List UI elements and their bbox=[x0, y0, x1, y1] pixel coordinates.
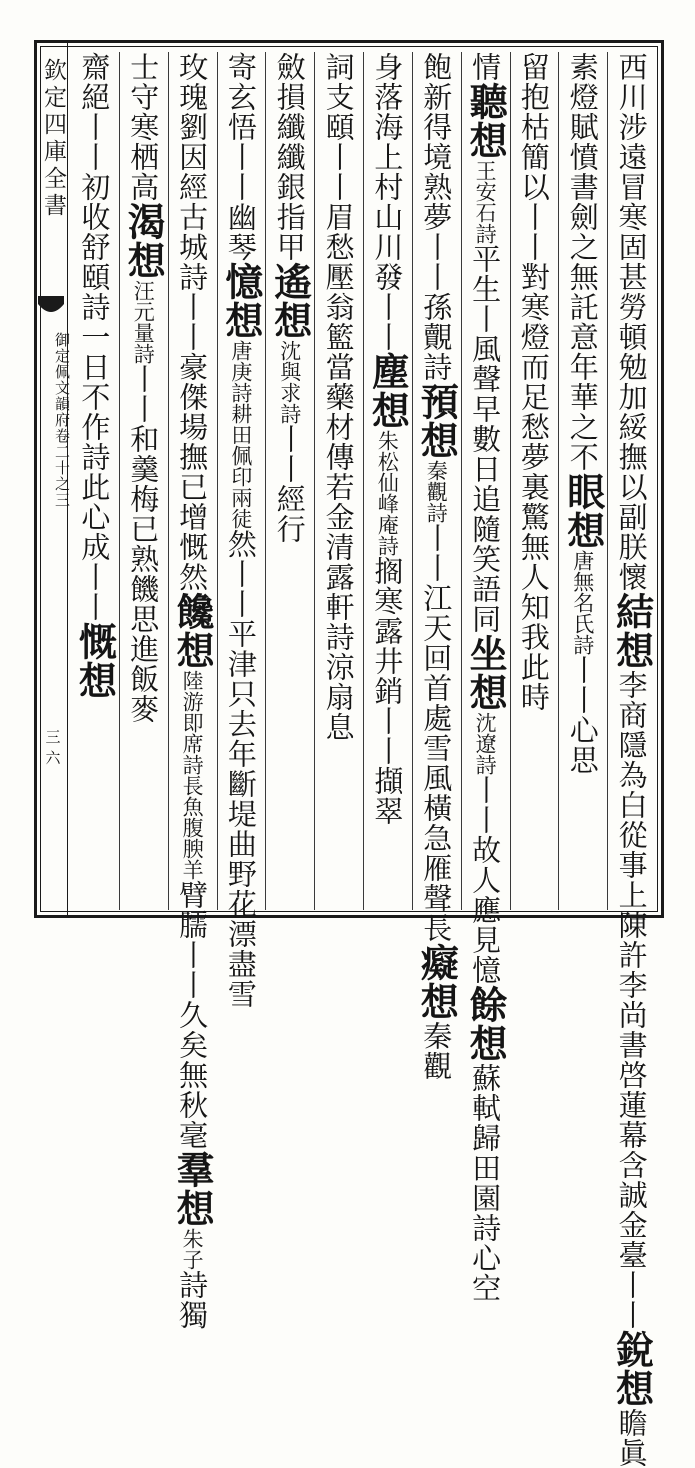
entry-heading: 癡想 bbox=[414, 943, 460, 1021]
body-text: 夢裏驚無人知我此時 bbox=[516, 442, 551, 712]
body-text: 丨丨 bbox=[77, 562, 112, 622]
column-divider bbox=[558, 52, 559, 910]
body-text: 丨丨 bbox=[321, 142, 356, 202]
body-text: 經行 bbox=[272, 484, 307, 544]
body-text: 玫瑰劉因經 bbox=[175, 52, 210, 202]
entry-heading: 聽想 bbox=[463, 82, 509, 160]
body-text: 孫覿詩 bbox=[419, 292, 454, 382]
body-text: 頓勉加綏撫以副朕懷 bbox=[614, 322, 649, 592]
entry-heading: 渴想 bbox=[121, 202, 167, 280]
body-text: 情 bbox=[468, 52, 503, 82]
body-text: 翁籃當藥材傳若金清露軒詩涼扇息 bbox=[321, 292, 356, 742]
body-text: 西川涉遠冒寒固甚勞 bbox=[614, 52, 649, 322]
body-text: 斷堤曲野花漂盡雪 bbox=[223, 769, 258, 1009]
body-text: 園詩心空 bbox=[468, 1183, 503, 1303]
body-text: 丨丨 bbox=[419, 232, 454, 292]
body-text: 詩獨 bbox=[175, 1270, 210, 1330]
text-columns bbox=[70, 52, 656, 1468]
body-text: 詞支頤 bbox=[321, 52, 356, 142]
body-text: 搁寒露井銷 bbox=[370, 556, 405, 706]
body-text: 臂臑 bbox=[175, 880, 210, 940]
source-note: 汪元量詩 bbox=[131, 280, 156, 364]
body-text: 丨丨 bbox=[370, 706, 405, 766]
body-text: 斂損纖纖銀指甲 bbox=[272, 52, 307, 262]
entry-heading: 塵想 bbox=[365, 352, 411, 430]
source-note: 陸游即席詩長魚腹腴羊 bbox=[180, 670, 205, 880]
body-text: 丨丨 bbox=[223, 142, 258, 202]
body-text: 丨丨 bbox=[614, 1270, 649, 1330]
column-divider bbox=[461, 52, 462, 910]
column-divider bbox=[314, 52, 315, 910]
book-title: 欽定四庫全書 bbox=[40, 58, 66, 220]
column-divider bbox=[607, 52, 608, 910]
text-column bbox=[72, 52, 116, 910]
source-note: 秦觀詩 bbox=[424, 460, 449, 523]
entry-heading: 憶想 bbox=[218, 262, 264, 340]
body-text: 瞻 bbox=[614, 1408, 649, 1438]
entry-heading: 眼想 bbox=[560, 472, 606, 550]
body-text: 李商隱為白從事上陳許李 bbox=[614, 670, 649, 1000]
body-text: 丨丨 bbox=[516, 202, 551, 262]
body-text: 丨丨 bbox=[565, 655, 600, 715]
body-text: 丨丨 bbox=[223, 559, 258, 619]
entry-heading: 預想 bbox=[414, 382, 460, 460]
text-column bbox=[512, 52, 556, 910]
body-text: 平津只去年 bbox=[223, 619, 258, 769]
text-column bbox=[561, 52, 605, 910]
body-text: 寄玄悟 bbox=[223, 52, 258, 142]
body-text: 江天回首 bbox=[419, 583, 454, 703]
source-note: 唐庚詩耕田佩印兩徒 bbox=[228, 340, 253, 529]
text-column bbox=[170, 52, 216, 1330]
body-text: 幽琴 bbox=[223, 202, 258, 262]
body-text: 飽新得境熟夢 bbox=[419, 52, 454, 232]
body-text: 聲早數日追隨笑語同 bbox=[468, 364, 503, 634]
text-column bbox=[218, 52, 264, 1009]
body-text: 處雪風橫急雁聲長 bbox=[419, 703, 454, 943]
body-text: 對寒燈而足愁 bbox=[516, 262, 551, 442]
body-text: 身落海上村山川發 bbox=[370, 52, 405, 292]
body-text: 丨 bbox=[468, 304, 503, 334]
text-column bbox=[463, 52, 509, 1303]
body-text: 丨丨 bbox=[272, 424, 307, 484]
body-text: 故人應見憶 bbox=[468, 835, 503, 985]
body-text: 心思 bbox=[565, 715, 600, 775]
entry-heading: 銳想 bbox=[609, 1330, 655, 1408]
body-text: 丨丨 bbox=[468, 775, 503, 835]
body-text: 士守寒栖高 bbox=[126, 52, 161, 202]
column-divider bbox=[217, 52, 218, 910]
body-text: 丨丨 bbox=[126, 364, 161, 424]
body-text: 然 bbox=[223, 529, 258, 559]
body-text: 蓮幕含誠金臺 bbox=[614, 1090, 649, 1270]
source-note: 沈遼詩 bbox=[473, 712, 498, 775]
column-divider bbox=[119, 52, 120, 910]
fish-tail-mark-icon bbox=[36, 294, 66, 322]
source-note: 朱松仙峰庵詩 bbox=[375, 430, 400, 556]
body-text: 和羹梅已熟饑思進飯麥 bbox=[126, 424, 161, 724]
body-text: 壓 bbox=[321, 262, 356, 292]
source-note: 唐無名氏詩 bbox=[570, 550, 595, 655]
body-text: 丨丨 bbox=[175, 292, 210, 352]
body-text: 久矣無秋毫 bbox=[175, 1000, 210, 1150]
body-text: 擷翠 bbox=[370, 766, 405, 826]
entry-heading: 坐想 bbox=[463, 634, 509, 712]
body-text: 丨丨 bbox=[370, 292, 405, 352]
body-text: 初收舒頤詩一日不作詩此心成 bbox=[77, 172, 112, 562]
text-column bbox=[121, 52, 165, 910]
body-text: 齋絕 bbox=[77, 52, 112, 112]
text-column bbox=[268, 52, 312, 910]
body-text: 丨丨 bbox=[419, 523, 454, 583]
volume-title: 御定佩文韻府卷二十之三 bbox=[53, 332, 71, 508]
source-note: 朱子 bbox=[180, 1228, 205, 1270]
entry-heading: 遙想 bbox=[267, 262, 313, 340]
column-divider bbox=[168, 52, 169, 910]
column-divider bbox=[363, 52, 364, 910]
body-text: 平生 bbox=[468, 244, 503, 304]
text-column bbox=[609, 52, 655, 1468]
body-text: 丨丨 bbox=[175, 940, 210, 1000]
body-text: 蘇軾歸田 bbox=[468, 1063, 503, 1183]
body-text: 風 bbox=[468, 334, 503, 364]
text-column bbox=[414, 52, 460, 1081]
body-text: 眞 bbox=[614, 1438, 649, 1468]
body-text: 古城詩 bbox=[175, 202, 210, 292]
entry-heading: 羣想 bbox=[170, 1150, 216, 1228]
body-text: 素燈賦憤書劍之無託意年華之不 bbox=[565, 52, 600, 472]
column-divider bbox=[265, 52, 266, 910]
entry-heading: 慨想 bbox=[72, 622, 118, 700]
source-note: 沈與求詩 bbox=[277, 340, 302, 424]
entry-heading: 結想 bbox=[609, 592, 655, 670]
column-divider bbox=[510, 52, 511, 910]
source-note: 王安石詩 bbox=[473, 160, 498, 244]
body-text: 豪傑場撫已增慨然 bbox=[175, 352, 210, 592]
page-number: 三六 bbox=[45, 728, 61, 767]
text-column bbox=[365, 52, 409, 910]
body-text: 丨丨 bbox=[77, 112, 112, 172]
entry-heading: 餘想 bbox=[463, 985, 509, 1063]
body-text: 留抱枯簡以 bbox=[516, 52, 551, 202]
body-text: 秦觀 bbox=[419, 1021, 454, 1081]
body-text: 眉愁 bbox=[321, 202, 356, 262]
body-text: 尚書啓 bbox=[614, 1000, 649, 1090]
column-divider bbox=[412, 52, 413, 910]
text-column bbox=[317, 52, 361, 910]
entry-heading: 饞想 bbox=[170, 592, 216, 670]
